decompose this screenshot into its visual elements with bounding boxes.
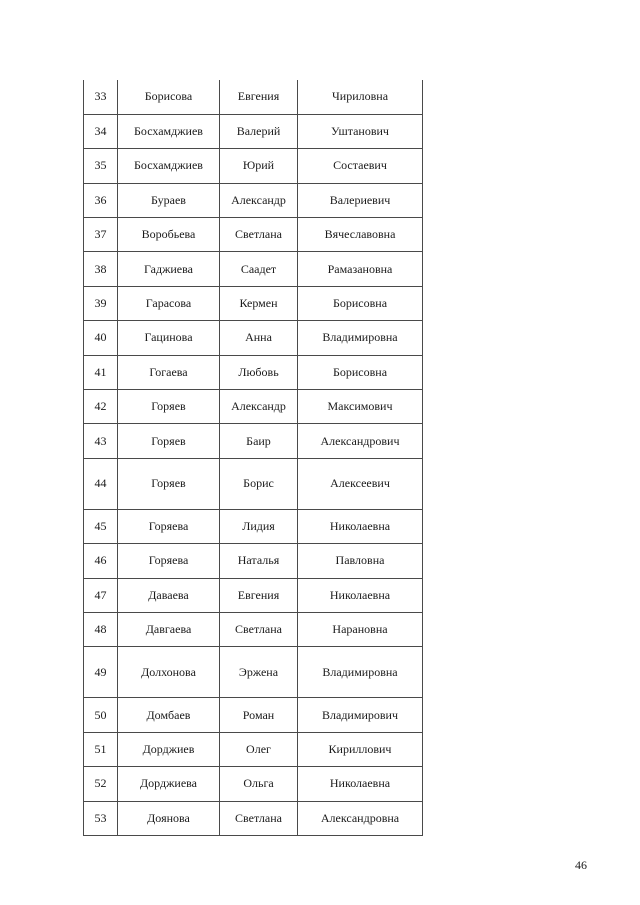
patronymic: Валериевич [298, 183, 423, 217]
last-name: Горяев [118, 424, 220, 458]
first-name: Евгения [220, 578, 298, 612]
row-number: 41 [84, 355, 118, 389]
row-number: 33 [84, 80, 118, 114]
last-name: Гаджиева [118, 252, 220, 286]
row-number: 35 [84, 149, 118, 183]
first-name: Наталья [220, 544, 298, 578]
last-name: Домбаев [118, 698, 220, 732]
patronymic: Нарановна [298, 612, 423, 646]
table-row [84, 767, 423, 801]
first-name: Александр [220, 183, 298, 217]
first-name: Баир [220, 424, 298, 458]
patronymic: Николаевна [298, 767, 423, 801]
first-name: Светлана [220, 801, 298, 835]
table-row [84, 355, 423, 389]
first-name: Эржена [220, 647, 298, 698]
patronymic: Рамазановна [298, 252, 423, 286]
row-number: 47 [84, 578, 118, 612]
table-row [84, 218, 423, 252]
first-name: Валерий [220, 114, 298, 148]
table-row [84, 321, 423, 355]
patronymic: Состаевич [298, 149, 423, 183]
row-number: 37 [84, 218, 118, 252]
first-name: Светлана [220, 218, 298, 252]
patronymic: Максимович [298, 390, 423, 424]
patronymic: Борисовна [298, 355, 423, 389]
row-number: 48 [84, 612, 118, 646]
table-row [84, 509, 423, 543]
patronymic: Владимировна [298, 321, 423, 355]
table-row [84, 612, 423, 646]
table-row [84, 390, 423, 424]
patronymic: Павловна [298, 544, 423, 578]
row-number: 51 [84, 732, 118, 766]
first-name: Кермен [220, 286, 298, 320]
last-name: Горяев [118, 458, 220, 509]
row-number: 50 [84, 698, 118, 732]
table-row [84, 578, 423, 612]
first-name: Лидия [220, 509, 298, 543]
table-row [84, 114, 423, 148]
row-number: 53 [84, 801, 118, 835]
patronymic: Уштанович [298, 114, 423, 148]
table-row [84, 80, 423, 114]
table-row [84, 149, 423, 183]
row-number: 36 [84, 183, 118, 217]
patronymic: Алексеевич [298, 458, 423, 509]
last-name: Дорджиева [118, 767, 220, 801]
patronymic: Николаевна [298, 578, 423, 612]
patronymic: Александрович [298, 424, 423, 458]
last-name: Борисова [118, 80, 220, 114]
table-row [84, 544, 423, 578]
table-row [84, 252, 423, 286]
last-name: Воробьева [118, 218, 220, 252]
first-name: Олег [220, 732, 298, 766]
table-row [84, 424, 423, 458]
patronymic: Вячеславовна [298, 218, 423, 252]
last-name: Горяева [118, 509, 220, 543]
table-row [84, 698, 423, 732]
patronymic: Николаевна [298, 509, 423, 543]
first-name: Александр [220, 390, 298, 424]
first-name: Анна [220, 321, 298, 355]
patronymic: Александровна [298, 801, 423, 835]
table-row [84, 286, 423, 320]
last-name: Давгаева [118, 612, 220, 646]
last-name: Доянова [118, 801, 220, 835]
table-row [84, 183, 423, 217]
first-name: Евгения [220, 80, 298, 114]
first-name: Светлана [220, 612, 298, 646]
last-name: Гогаева [118, 355, 220, 389]
first-name: Ольга [220, 767, 298, 801]
first-name: Борис [220, 458, 298, 509]
row-number: 45 [84, 509, 118, 543]
patronymic: Владимирович [298, 698, 423, 732]
row-number: 44 [84, 458, 118, 509]
patronymic: Владимировна [298, 647, 423, 698]
row-number: 34 [84, 114, 118, 148]
row-number: 49 [84, 647, 118, 698]
page-number: 46 [575, 858, 587, 872]
row-number: 52 [84, 767, 118, 801]
row-number: 40 [84, 321, 118, 355]
name-list-table [83, 80, 423, 836]
row-number: 43 [84, 424, 118, 458]
last-name: Босхамджиев [118, 114, 220, 148]
patronymic: Чириловна [298, 80, 423, 114]
table-row [84, 647, 423, 698]
table-row [84, 801, 423, 835]
last-name: Горяев [118, 390, 220, 424]
first-name: Роман [220, 698, 298, 732]
last-name: Даваева [118, 578, 220, 612]
row-number: 46 [84, 544, 118, 578]
row-number: 39 [84, 286, 118, 320]
first-name: Саадет [220, 252, 298, 286]
last-name: Дорджиев [118, 732, 220, 766]
last-name: Горяева [118, 544, 220, 578]
row-number: 38 [84, 252, 118, 286]
table-row [84, 458, 423, 509]
row-number: 42 [84, 390, 118, 424]
last-name: Босхамджиев [118, 149, 220, 183]
last-name: Гарасова [118, 286, 220, 320]
last-name: Гацинова [118, 321, 220, 355]
first-name: Любовь [220, 355, 298, 389]
name-list-body [84, 80, 423, 835]
last-name: Бураев [118, 183, 220, 217]
table-row [84, 732, 423, 766]
patronymic: Борисовна [298, 286, 423, 320]
last-name: Долхонова [118, 647, 220, 698]
first-name: Юрий [220, 149, 298, 183]
patronymic: Кириллович [298, 732, 423, 766]
